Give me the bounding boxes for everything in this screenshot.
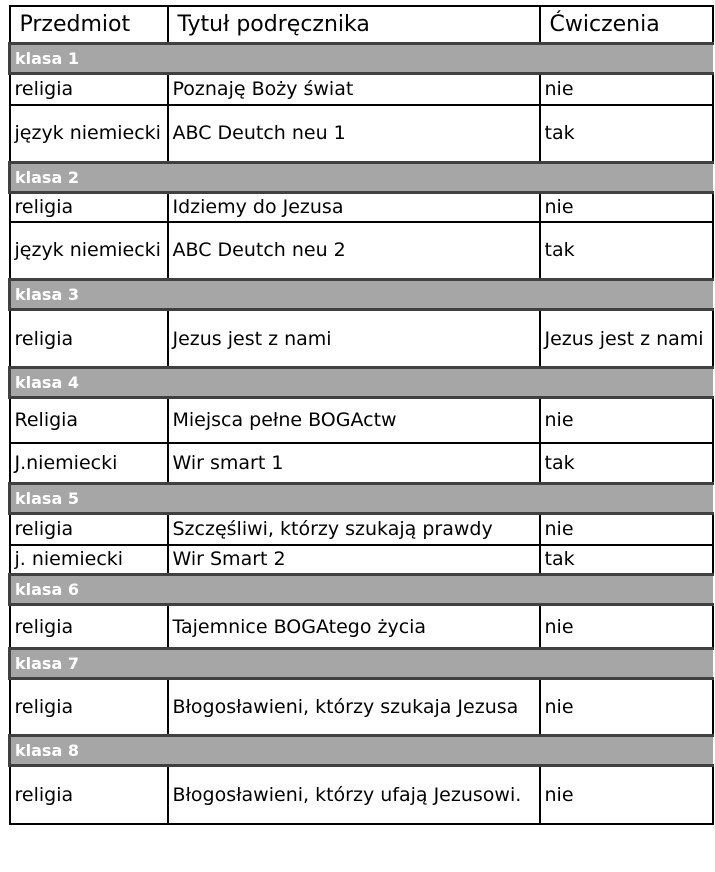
exercises-cell: nie — [540, 74, 713, 105]
title-cell: ABC Deutch neu 2 — [168, 222, 540, 280]
subject-cell: religia — [10, 74, 168, 105]
title-cell: Idziemy do Jezusa — [168, 193, 540, 222]
table-row — [10, 193, 713, 222]
table-row — [10, 679, 713, 736]
table-row — [10, 605, 713, 649]
table-row — [10, 766, 713, 824]
header-title: Tytuł podręcznika — [168, 6, 540, 44]
subject-cell: religia — [10, 766, 168, 824]
grade-label: klasa 1 — [10, 44, 713, 74]
subject-cell: religia — [10, 605, 168, 649]
textbook-table — [8, 5, 714, 825]
title-cell: Wir smart 1 — [168, 443, 540, 484]
subject-cell: j. niemiecki — [10, 545, 168, 575]
table-row — [10, 74, 713, 105]
title-cell: Błogosławieni, którzy ufają Jezusowi. — [168, 766, 540, 824]
grade-row-6 — [10, 575, 713, 605]
grade-row-2 — [10, 163, 713, 193]
grade-label: klasa 8 — [10, 736, 713, 766]
exercises-cell: nie — [540, 605, 713, 649]
table-row — [10, 398, 713, 443]
grade-label: klasa 7 — [10, 649, 713, 679]
exercises-cell: tak — [540, 105, 713, 163]
exercises-cell: tak — [540, 545, 713, 575]
grade-row-8 — [10, 736, 713, 766]
header-exercises: Ćwiczenia — [540, 6, 713, 44]
grade-label: klasa 6 — [10, 575, 713, 605]
table-row — [10, 310, 713, 368]
exercises-cell: tak — [540, 443, 713, 484]
subject-cell: religia — [10, 679, 168, 736]
title-cell: Poznaję Boży świat — [168, 74, 540, 105]
exercises-cell: nie — [540, 514, 713, 545]
exercises-cell: nie — [540, 193, 713, 222]
subject-cell: Religia — [10, 398, 168, 443]
exercises-cell: nie — [540, 398, 713, 443]
header-subject: Przedmiot — [10, 6, 168, 44]
subject-cell: religia — [10, 193, 168, 222]
title-cell: Jezus jest z nami — [168, 310, 540, 368]
table-row — [10, 222, 713, 280]
table-row — [10, 443, 713, 484]
table-row — [10, 514, 713, 545]
title-cell: Błogosławieni, którzy szukaja Jezusa — [168, 679, 540, 736]
table-row — [10, 105, 713, 163]
title-cell: ABC Deutch neu 1 — [168, 105, 540, 163]
grade-label: klasa 4 — [10, 368, 713, 398]
grade-label: klasa 3 — [10, 280, 713, 310]
grade-row-3 — [10, 280, 713, 310]
title-cell: Miejsca pełne BOGActw — [168, 398, 540, 443]
grade-row-7 — [10, 649, 713, 679]
grade-row-5 — [10, 484, 713, 514]
subject-cell: J.niemiecki — [10, 443, 168, 484]
subject-cell: język niemiecki — [10, 105, 168, 163]
exercises-cell: nie — [540, 766, 713, 824]
exercises-cell: nie — [540, 679, 713, 736]
exercises-cell: Jezus jest z nami — [540, 310, 713, 368]
title-cell: Szczęśliwi, którzy szukają prawdy — [168, 514, 540, 545]
grade-row-4 — [10, 368, 713, 398]
grade-label: klasa 5 — [10, 484, 713, 514]
table-row — [10, 545, 713, 575]
title-cell: Tajemnice BOGAtego życia — [168, 605, 540, 649]
header-row — [10, 6, 713, 44]
subject-cell: religia — [10, 514, 168, 545]
grade-label: klasa 2 — [10, 163, 713, 193]
grade-row-1 — [10, 44, 713, 74]
subject-cell: język niemiecki — [10, 222, 168, 280]
exercises-cell: tak — [540, 222, 713, 280]
subject-cell: religia — [10, 310, 168, 368]
title-cell: Wir Smart 2 — [168, 545, 540, 575]
